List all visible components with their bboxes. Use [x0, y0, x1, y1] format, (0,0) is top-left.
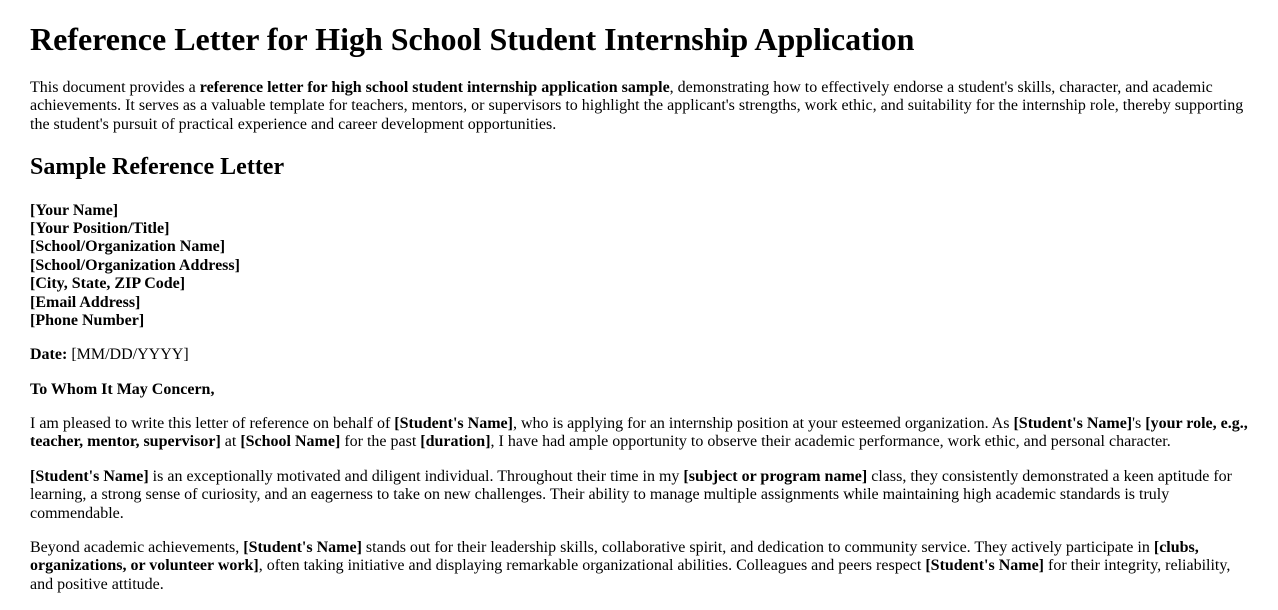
text-segment: stands out for their leadership skills, collaborative spirit, and dedication to community service. They actively participate in [361, 539, 1154, 557]
text-segment: is an exceptionally motivated and diligent individual. Throughout their time in my [148, 467, 684, 485]
bold-text-segment: Date: [30, 346, 68, 364]
body-paragraph-2 [30, 468, 1248, 523]
text-segment: 's [1132, 415, 1146, 433]
address-line: [City, State, ZIP Code] [30, 275, 186, 293]
text-segment: , often taking initiative and displaying remarkable organizational abilities. Colleagues and peers respect [258, 557, 926, 575]
bold-text-segment: [Student's Name] [394, 415, 513, 433]
bold-text-segment: [Student's Name] [243, 539, 362, 557]
bold-text-segment: [Student's Name] [925, 557, 1045, 575]
bold-text-segment: [School Name] [240, 433, 341, 451]
body-paragraph-1 [30, 415, 1248, 452]
bold-text-segment: [Student's Name] [1013, 415, 1133, 433]
text-segment: at [220, 433, 241, 451]
address-line: [Email Address] [30, 293, 141, 311]
date-line [30, 346, 1248, 364]
section-heading: Sample Reference Letter [30, 153, 285, 180]
text-segment: class, they consistently demonstrated a keen aptitude for learning, a strong sense of curiosity, and an eagerness to take on new challenges. Their ability to manage multiple assignments while maintaining high academic standards is truly commendable. [30, 467, 1232, 522]
address-line: [Phone Number] [30, 311, 145, 329]
bold-text-segment: [your role, e.g., teacher, mentor, supervisor] [30, 415, 1248, 451]
text-segment: , demonstrating how to effectively endorse a student's skills, character, and academic achievements. It serves as a valuable template for teachers, mentors, or supervisors to highlight the applicant's strengths, work ethic, and suitability for the internship role, thereby supporting the student's pursuit of practical experience and career development opportunities. [30, 78, 1244, 133]
text-segment: I am pleased to write this letter of reference on behalf of [30, 415, 395, 433]
document-title: Reference Letter for High School Student Internship Application [30, 21, 915, 57]
sender-address-block [30, 202, 1248, 331]
bold-text-segment: [Student's Name] [30, 467, 149, 485]
address-line: [School/Organization Address] [30, 256, 240, 274]
bold-text-segment: reference letter for high school student internship application sample [199, 78, 670, 96]
text-segment: , I have had ample opportunity to observe their academic performance, work ethic, and personal character. [490, 433, 1171, 451]
text-segment: for their integrity, reliability, and positive attitude. [30, 557, 1231, 593]
document [30, 21, 1248, 594]
address-line: [Your Position/Title] [30, 219, 170, 237]
bold-text-segment: [subject or program name] [683, 467, 868, 485]
address-line: [Your Name] [30, 201, 119, 219]
text-segment: , who is applying for an internship position at your esteemed organization. As [512, 415, 1014, 433]
salutation: To Whom It May Concern, [30, 380, 215, 398]
text-segment: This document provides a [30, 78, 200, 96]
text-segment: [MM/DD/YYYY] [67, 346, 189, 364]
intro-paragraph [30, 79, 1248, 134]
bold-text-segment: [clubs, organizations, or volunteer work] [30, 539, 1199, 575]
address-line: [School/Organization Name] [30, 238, 226, 256]
text-segment: for the past [340, 433, 421, 451]
body-paragraph-3 [30, 539, 1248, 594]
bold-text-segment: [duration] [420, 433, 491, 451]
text-segment: Beyond academic achievements, [30, 539, 244, 557]
